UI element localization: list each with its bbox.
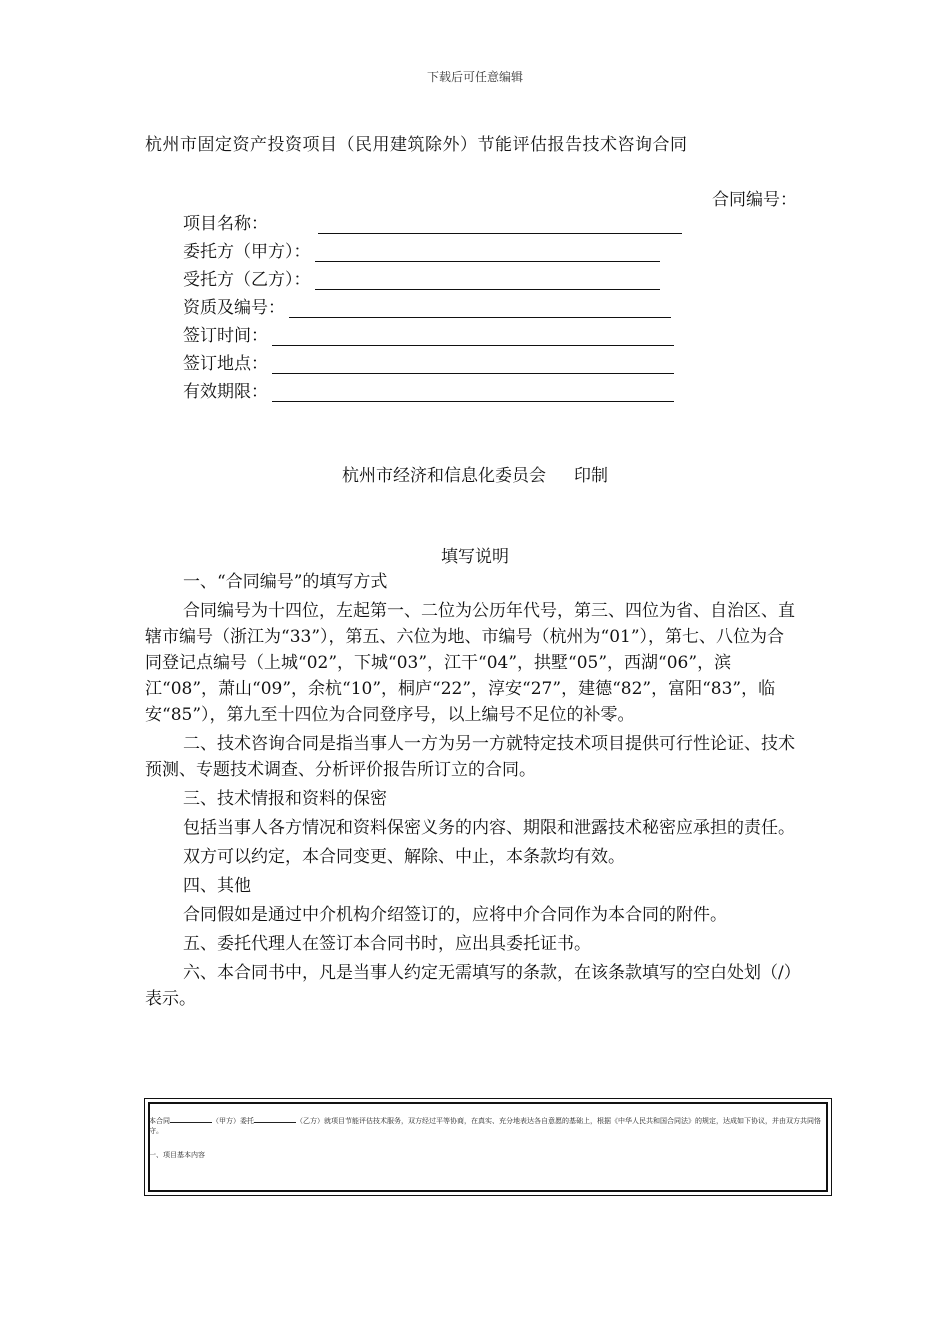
field-label: 委托方（甲方）： [183,242,311,262]
party-b-blank[interactable] [254,1115,296,1123]
publisher-action: 印制 [574,466,608,486]
sign-place-blank[interactable] [272,353,674,374]
field-label: 项目名称： [183,214,268,234]
instruction-paragraph: 合同假如是通过中介机构介绍签订的，应将中介合同作为本合同的附件。 [183,905,727,925]
instruction-paragraph: 五、委托代理人在签订本合同书时，应出具委托证书。 [183,934,591,954]
field-label: 受托方（乙方）： [183,270,311,290]
document-title: 杭州市固定资产投资项目（民用建筑除外）节能评估报告技术咨询合同 [145,135,688,155]
agreement-clause [149,1115,825,1136]
instruction-paragraph: 二、技术咨询合同是指当事人一方为另一方就特定技术项目提供可行性论证、技术预测、专题技术调查、分析评价报告所订立的合同。 [145,734,795,780]
instruction-paragraph: 六、本合同书中，凡是当事人约定无需填写的条款，在该条款填写的空白处划（/）表示。 [145,963,793,1009]
instruction-paragraph: 双方可以约定，本合同变更、解除、中止，本条款均有效。 [183,847,625,867]
contract-preview-box [144,1098,832,1196]
party-a-blank[interactable] [170,1115,212,1123]
header-note: 下载后可任意编辑 [426,70,523,84]
instruction-paragraph: 包括当事人各方情况和资料保密义务的内容、期限和泄露技术秘密应承担的责任。 [183,818,795,838]
section-heading: 一、项目基本内容 [149,1151,205,1159]
contractor-blank[interactable] [315,269,660,290]
field-contractor [183,262,660,290]
sign-date-blank[interactable] [272,325,674,346]
field-project-name [183,206,682,234]
qualification-blank[interactable] [289,297,671,318]
field-label: 签订时间： [183,326,268,346]
field-validity [183,374,674,402]
instructions-title: 填写说明 [441,547,509,567]
clause-text: （甲方）委托 [212,1117,254,1125]
field-label: 资质及编号： [183,298,285,318]
contract-preview-text [149,1115,825,1160]
validity-blank[interactable] [272,381,674,402]
instruction-paragraph: 三、技术情报和资料的保密 [183,789,387,809]
project-name-blank[interactable] [318,213,682,234]
clause-text: 本合同 [149,1117,170,1125]
publisher-org: 杭州市经济和信息化委员会 [342,466,546,486]
publisher-line [0,461,950,486]
instruction-paragraph: 一、“合同编号”的填写方式 [183,572,388,592]
contract-number-label: 合同编号： [712,190,797,210]
clause-text: （乙方）就项目节能评估技术服务，双方经过平等协商，在真实、充分地表达各自意愿的基础上，根据《中华人民共和国合同法》的规定，达成如下协议，并由双方共同恪守。 [149,1117,821,1135]
field-label: 签订地点： [183,354,268,374]
field-client [183,234,660,262]
field-sign-place [183,346,674,374]
instruction-paragraph: 四、其他 [183,876,251,896]
instruction-paragraph: 合同编号为十四位，左起第一、二位为公历年代号，第三、四位为省、自治区、直辖市编号（浙江为“33”），第五、六位为地、市编号（杭州为“01”），第七、八位为合同登记点编号（上城“02”，下城“03”，江干“04”，拱墅“05”，西湖“06”，滨江“08”，萧山“09”，余杭“10”，桐庐“22”，淳安“27”，建德“82”，富阳“83”，临安“85”），第九至十四位为合同登序号，以上编号不足位的补零。 [145,601,795,725]
field-qualification [183,290,671,318]
instructions-body [145,569,800,1012]
client-blank[interactable] [315,241,660,262]
field-sign-date [183,318,674,346]
field-label: 有效期限： [183,382,268,402]
